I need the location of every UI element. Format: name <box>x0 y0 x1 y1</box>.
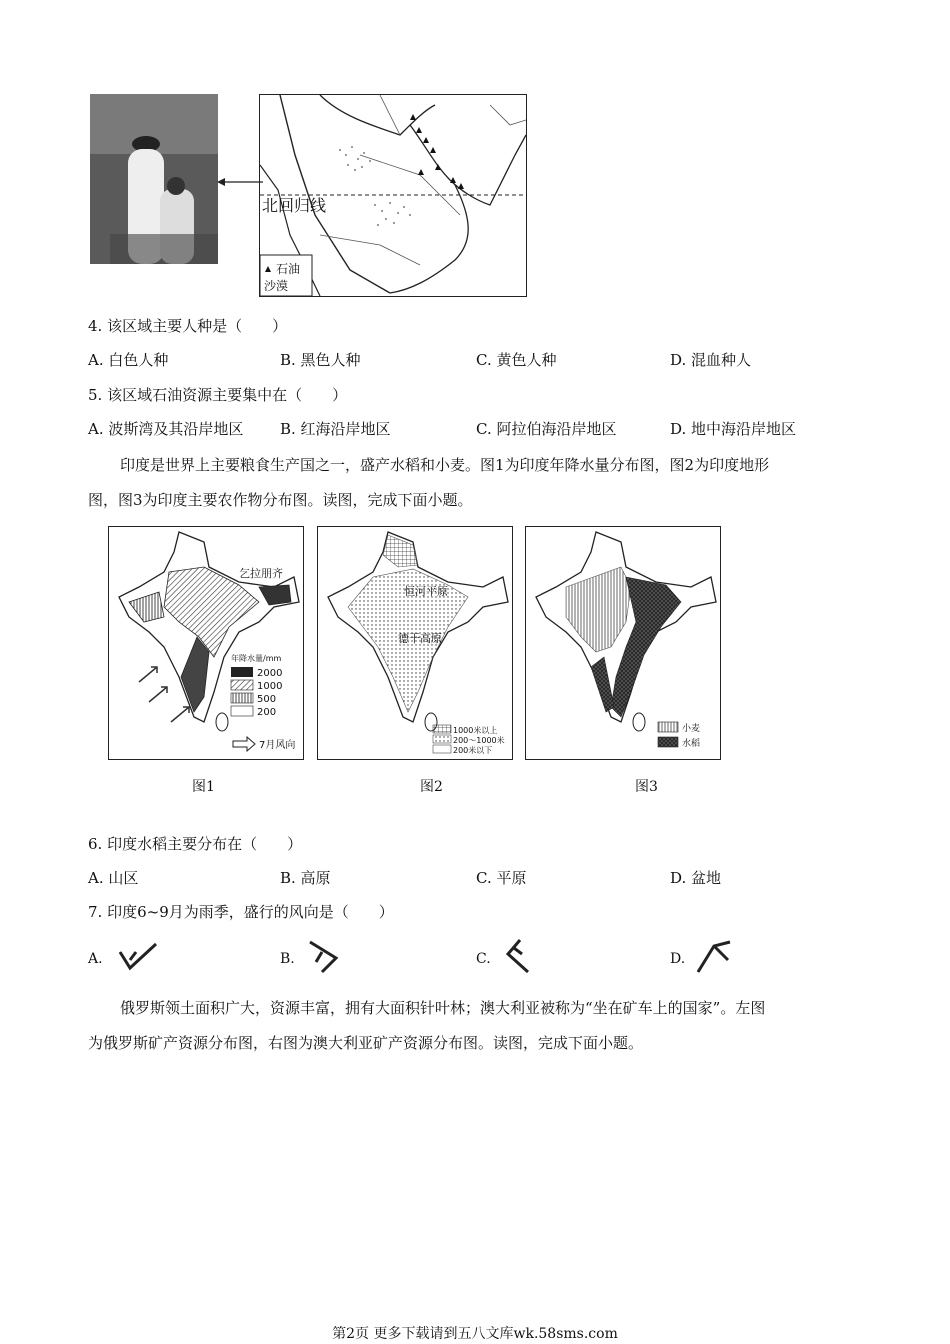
q7-option-c-label[interactable]: C. <box>476 951 491 967</box>
q6-option-c[interactable]: C. 平原 <box>476 869 527 887</box>
q5-option-c[interactable]: C. 阿拉伯海沿岸地区 <box>476 420 617 438</box>
q7-stem: 7. 印度6~9月为雨季，盛行的风向是（ ） <box>88 903 394 921</box>
passage-russia-line2: 为俄罗斯矿产资源分布图，右图为澳大利亚矿产资源分布图。读图，完成下面小题。 <box>88 1034 644 1052</box>
q7-option-b-label[interactable]: B. <box>280 951 295 967</box>
q6-option-b[interactable]: B. 高原 <box>280 869 331 887</box>
fig3-caption: 图3 <box>635 779 658 795</box>
legend-desert-label: 沙漠 <box>264 279 289 293</box>
q7-option-d-wind-symbol-icon[interactable] <box>694 938 736 974</box>
q5-option-d[interactable]: D. 地中海沿岸地区 <box>670 420 797 438</box>
rainfall-legend-2000: 2000 <box>257 668 283 679</box>
terrain-legend-high: 1000米以上 <box>453 726 498 735</box>
rainfall-legend-1000: 1000 <box>257 681 283 692</box>
q7-option-a-wind-symbol-icon[interactable] <box>116 940 160 974</box>
passage-russia-line1: 俄罗斯领土面积广大，资源丰富，拥有大面积针叶林；澳大利亚被称为“坐在矿车上的国家”。左图 <box>120 999 766 1017</box>
india-terrain-map <box>317 526 513 760</box>
rainfall-legend-200: 200 <box>257 707 277 718</box>
arabian-peninsula-map <box>259 94 527 297</box>
india-crops-map <box>525 526 721 760</box>
q7-option-c-wind-symbol-icon[interactable] <box>500 936 540 974</box>
rainfall-legend-title: 年降水量/mm <box>231 654 282 663</box>
q4-stem: 4. 该区域主要人种是（ ） <box>88 317 288 335</box>
wind-legend-label: 7月风向 <box>259 740 296 751</box>
rainfall-legend-500: 500 <box>257 694 277 705</box>
people-photo <box>90 94 218 264</box>
q4-option-a[interactable]: A. 白色人种 <box>88 351 169 369</box>
crops-legend-wheat: 小麦 <box>682 724 701 734</box>
q7-option-b-wind-symbol-icon[interactable] <box>304 938 344 974</box>
q6-option-d[interactable]: D. 盆地 <box>670 869 722 887</box>
passage-india-line1: 印度是世界上主要粮食生产国之一，盛产水稻和小麦。图1为印度年降水量分布图，图2为印度地形 <box>120 456 770 474</box>
fig2-caption: 图2 <box>420 779 443 795</box>
q4-option-d[interactable]: D. 混血种人 <box>670 351 752 369</box>
q6-stem: 6. 印度水稻主要分布在（ ） <box>88 835 303 853</box>
cherrapunji-label: 乞拉朋齐 <box>239 567 283 580</box>
q4-option-b[interactable]: B. 黑色人种 <box>280 351 361 369</box>
q7-option-d-label[interactable]: D. <box>670 951 686 967</box>
q5-option-a[interactable]: A. 波斯湾及其沿岸地区 <box>88 420 244 438</box>
terrain-legend-low: 200米以下 <box>453 746 493 755</box>
tropic-label: 北回归线 <box>262 196 327 215</box>
q6-option-a[interactable]: A. 山区 <box>88 869 139 887</box>
q7-option-a-label[interactable]: A. <box>88 951 103 967</box>
terrain-legend-mid: 200～1000米 <box>453 736 505 745</box>
q5-option-b[interactable]: B. 红海沿岸地区 <box>280 420 391 438</box>
page-footer: 第2页 更多下载请到五八文库wk.58sms.com <box>332 1326 618 1342</box>
india-rainfall-map <box>108 526 304 760</box>
pointer-arrow <box>215 176 265 188</box>
passage-india-line2: 图，图3为印度主要农作物分布图。读图，完成下面小题。 <box>88 491 473 509</box>
fig1-caption: 图1 <box>192 779 215 795</box>
q4-option-c[interactable]: C. 黄色人种 <box>476 351 557 369</box>
crops-legend-rice: 水稻 <box>682 739 701 749</box>
q5-stem: 5. 该区域石油资源主要集中在（ ） <box>88 386 348 404</box>
deccan-plateau-label: 德干高原 <box>398 632 442 645</box>
legend-oil-label: 石油 <box>276 262 301 276</box>
ganges-plain-label: 恒河平原 <box>404 585 448 598</box>
